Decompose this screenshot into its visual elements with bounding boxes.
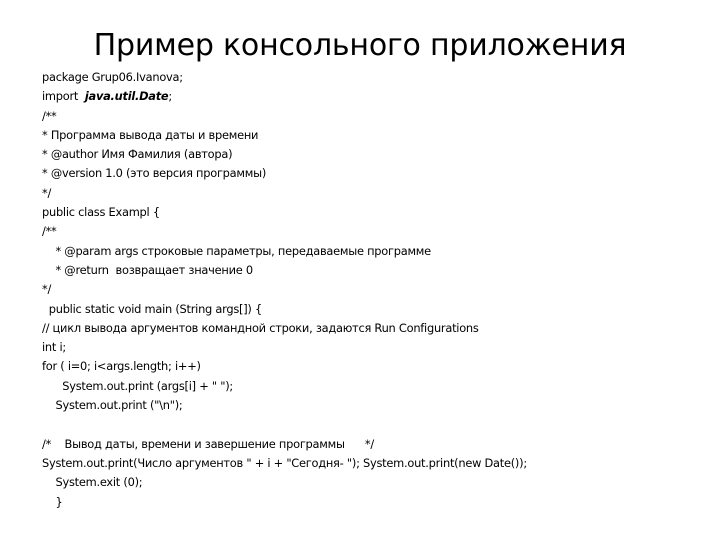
- code-line-version: * @version 1.0 (это версия программы): [42, 166, 267, 181]
- import-semicolon: ;: [168, 89, 172, 104]
- code-line-main: public static void main (String args[]) {: [42, 301, 262, 316]
- code-line-package: package Grup06.Ivanova;: [42, 70, 183, 84]
- code-line-return: * @return возвращает значение 0: [42, 262, 253, 277]
- code-line-doc-open: /**: [42, 224, 57, 239]
- code-line-blank: [42, 415, 702, 434]
- code-line-int-decl: int i;: [42, 340, 66, 355]
- code-line-class-decl: public class Exampl {: [42, 205, 160, 220]
- code-line-loop-comment: // цикл вывода аргументов командной строки, задаются Run Configurations: [42, 320, 479, 335]
- code-listing: [42, 68, 702, 512]
- import-class-name: java.util.Date: [84, 89, 169, 104]
- code-line-print-newline: System.out.print ("\n");: [42, 398, 183, 413]
- code-line-print-date: System.out.print(Число аргументов " + i + "Сегодня- "); System.out.print(new Date());: [42, 455, 527, 470]
- code-line-doc-close: */: [42, 282, 52, 297]
- code-line-comment-open: /**: [42, 108, 57, 123]
- code-line-close-brace: }: [42, 494, 63, 509]
- code-line-for: for ( i=0; i<args.length; i++): [42, 359, 201, 374]
- code-line-import: [42, 87, 702, 106]
- code-line-description: * Программа вывода даты и времени: [42, 127, 259, 142]
- code-line-exit: System.exit (0);: [42, 475, 143, 490]
- import-keyword: import: [42, 89, 85, 104]
- code-line-param: * @param args строковые параметры, передаваемые программе: [42, 243, 431, 258]
- slide-title: Пример консольного приложения: [93, 28, 627, 63]
- code-line-comment-close: */: [42, 185, 52, 200]
- code-line-print-args: System.out.print (args[i] + " ");: [42, 378, 234, 393]
- code-line-author: * @author Имя Фамилия (автора): [42, 147, 233, 162]
- code-line-output-comment: /* Вывод даты, времени и завершение программы */: [42, 436, 374, 451]
